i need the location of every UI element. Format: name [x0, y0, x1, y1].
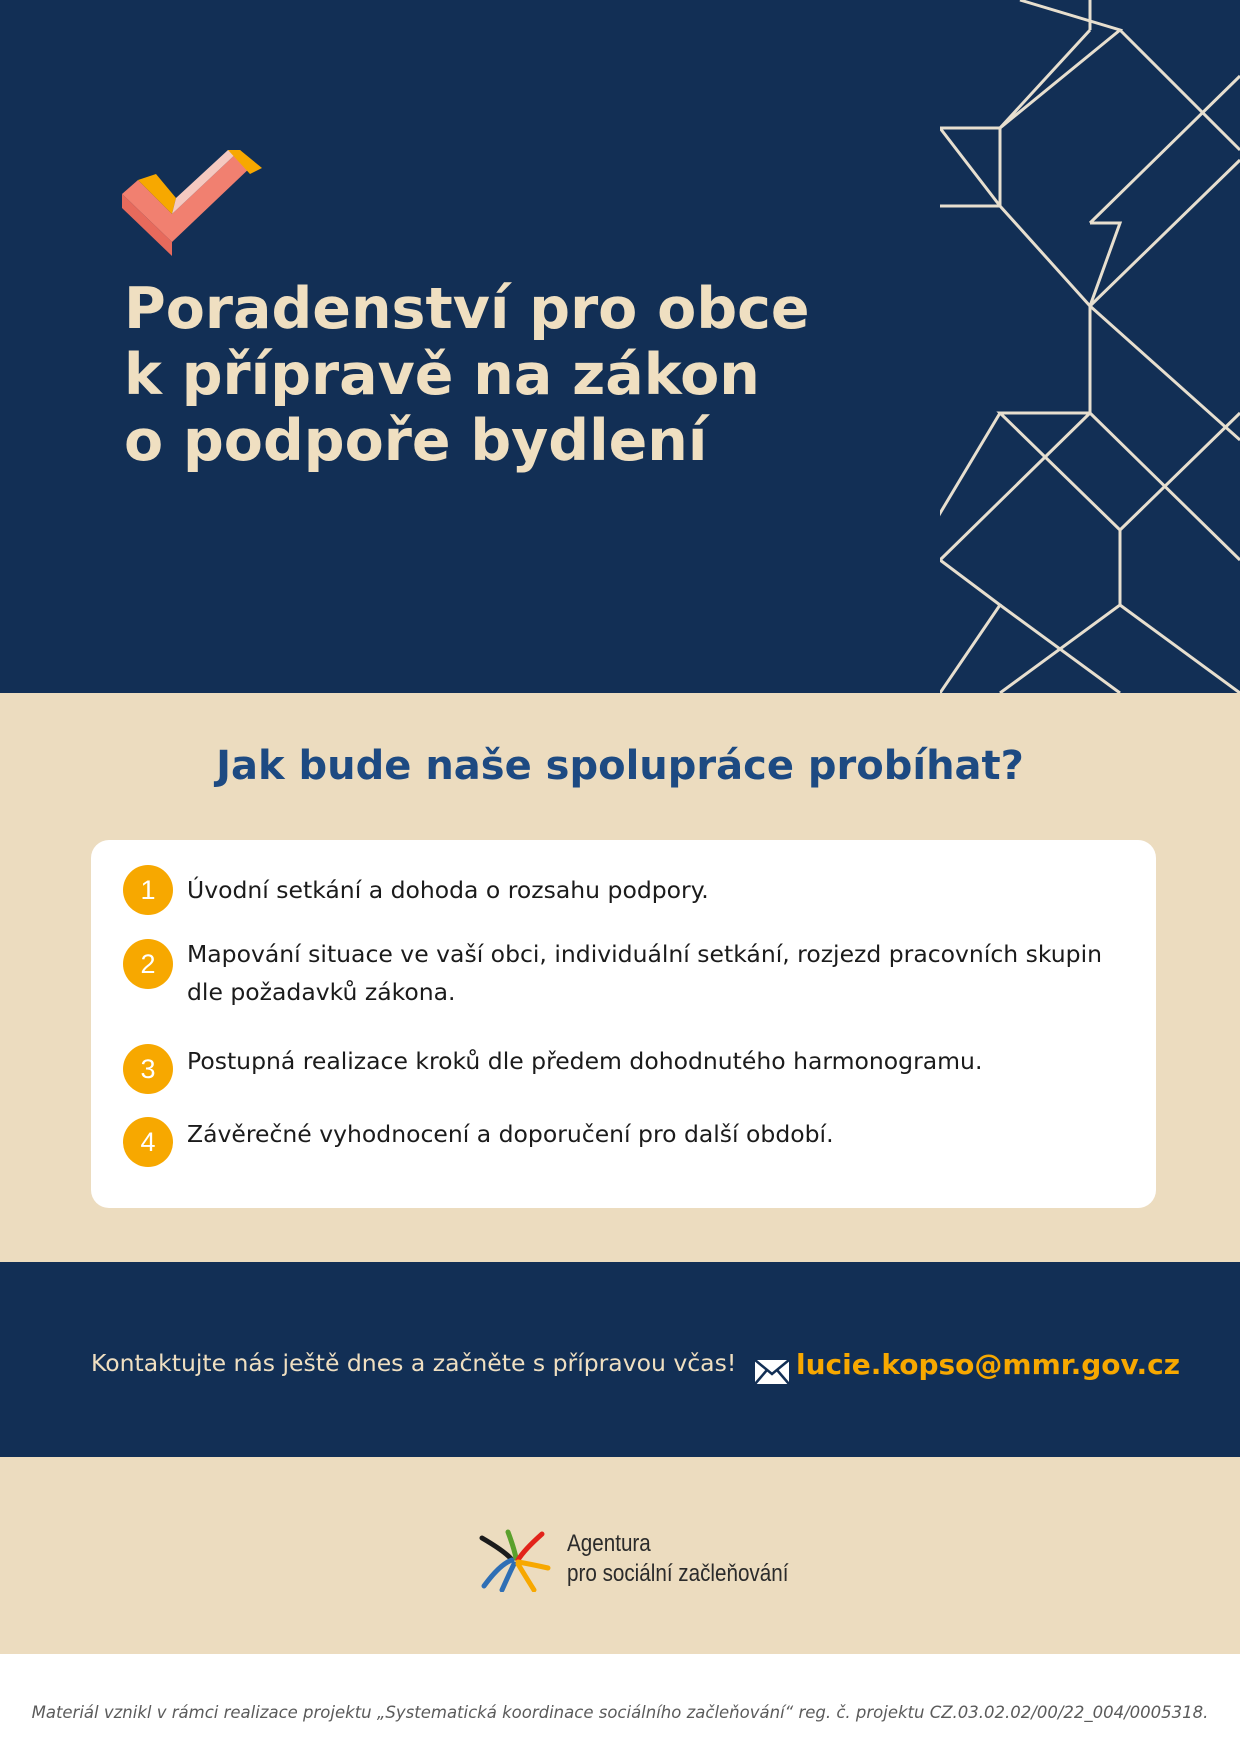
agency-name — [567, 1529, 788, 1589]
step-number-badge: 3 — [123, 1044, 173, 1094]
agency-name-line: pro sociální začleňování — [567, 1560, 789, 1587]
hero-title-line: Poradenství pro obce — [124, 276, 810, 342]
step-text — [187, 1042, 1107, 1080]
hero-title — [124, 276, 884, 474]
step-text — [187, 935, 1107, 1011]
hero-section — [0, 0, 1240, 693]
contact-email-link[interactable]: lucie.kopso@mmr.gov.cz — [796, 1348, 1180, 1381]
process-section — [0, 693, 1240, 1262]
checkmark-icon — [122, 150, 262, 256]
step-text — [187, 1115, 1107, 1153]
step-number-badge: 4 — [123, 1117, 173, 1167]
envelope-icon — [754, 1358, 790, 1386]
step-text-line: Úvodní setkání a dohoda o rozsahu podpory. — [187, 876, 709, 904]
step-text — [187, 871, 1107, 909]
agency-logo-icon — [478, 1528, 552, 1592]
step-text-line: Závěrečné vyhodnocení a doporučení pro další období. — [187, 1120, 834, 1148]
agency-section — [0, 1457, 1240, 1654]
step-text-line: dle požadavků zákona. — [187, 978, 456, 1006]
footnote-text: Materiál vznikl v rámci realizace projektu „Systematická koordinace sociálního začleňování“ reg. č. projektu CZ.03.02.02/00/22_004/0005318. — [31, 1703, 1209, 1722]
step-number-badge: 2 — [123, 939, 173, 989]
contact-call-to-action: Kontaktujte nás ještě dnes a začněte s přípravou včas! — [91, 1349, 737, 1377]
footnote-section — [0, 1654, 1240, 1754]
section-title: Jak bude naše spolupráce probíhat? — [216, 743, 1024, 789]
step-text-line: Mapování situace ve vaší obci, individuální setkání, rozjezd pracovních skupin — [187, 940, 1103, 968]
step-text-line: Postupná realizace kroků dle předem dohodnutého harmonogramu. — [187, 1047, 983, 1075]
hero-title-line: k přípravě na zákon — [124, 342, 760, 408]
step-number-badge: 1 — [123, 865, 173, 915]
agency-name-line: Agentura — [567, 1530, 651, 1557]
geometric-pattern-decoration — [940, 0, 1240, 693]
hero-title-line: o podpoře bydlení — [124, 408, 708, 474]
steps-card — [91, 840, 1156, 1208]
contact-section — [0, 1262, 1240, 1457]
